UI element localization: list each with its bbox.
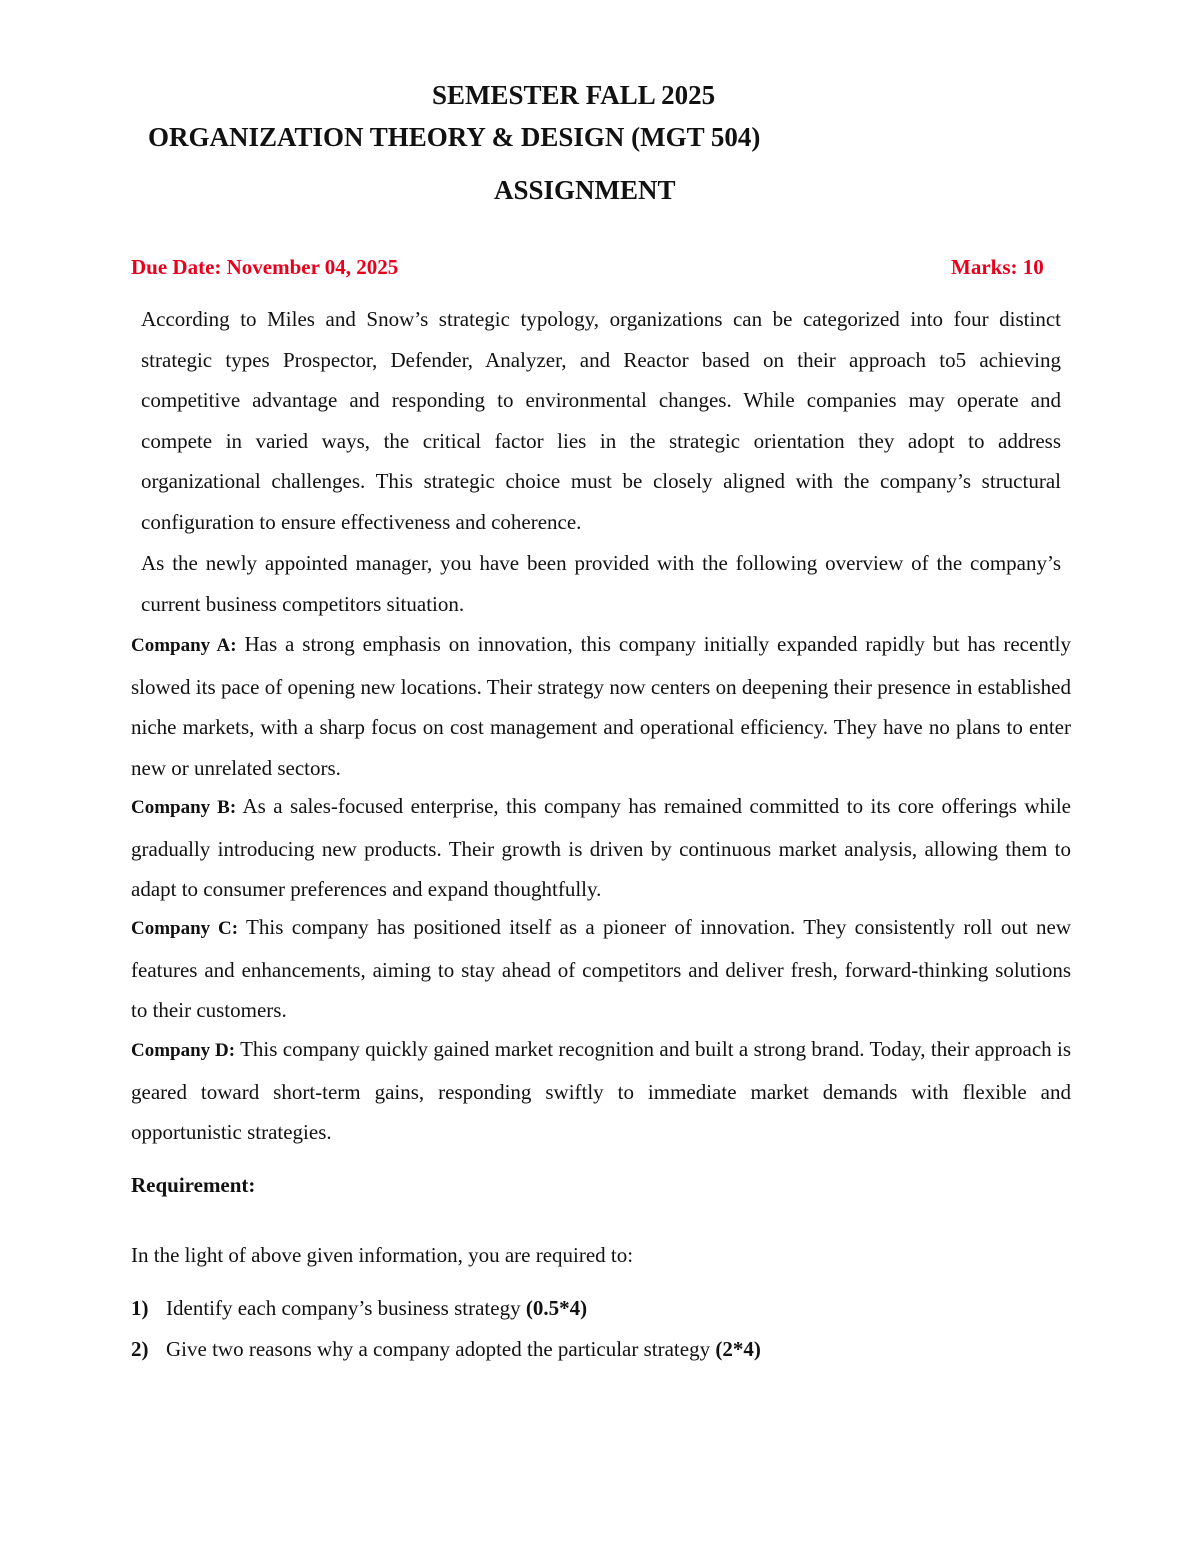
requirement-item xyxy=(131,1339,761,1360)
company-b-text: As a sales-focused enterprise, this company has remained committed to its core offerings while gradually introducing new products. Their growth is driven by continuous market analysis, allowing them to adapt to consumer preferences and expand thoughtfully. xyxy=(131,794,1071,902)
company-d-text: This company quickly gained market recognition and built a strong brand. Today, their approach is geared toward short-term gains, responding swiftly to immediate market demands with flexible and opportunistic strategies. xyxy=(131,1037,1072,1145)
company-a-label: Company A: xyxy=(131,635,237,656)
company-c-text: This company has positioned itself as a pioneer of innovation. They consistently roll out new features and enhancements, aiming to stay ahead of competitors and deliver fresh, forward-thinking solutions to their customers. xyxy=(131,915,1071,1023)
requirement-number: 1) xyxy=(131,1296,149,1320)
course-title: ORGANIZATION THEORY & DESIGN (MGT 504) xyxy=(148,122,761,152)
company-b-label: Company B: xyxy=(131,797,237,818)
due-date: Due Date: November 04, 2025 xyxy=(131,255,399,279)
semester-title: SEMESTER FALL 2025 xyxy=(432,80,716,110)
requirement-heading: Requirement: xyxy=(131,1173,256,1197)
document-type-title: ASSIGNMENT xyxy=(494,175,676,205)
requirement-marks: (0.5*4) xyxy=(525,1296,588,1320)
intro-paragraph: According to Miles and Snow’s strategic typology, organizations can be categorized into four distinct strategic types Prospector, Defender, Analyzer, and Reactor based on their approach to5 achieving competitive advantage and responding to environmental changes. While companies may operate and compete in varied ways, the critical factor lies in the strategic orientation they adopt to address organizational challenges. This strategic choice must be closely aligned with the company’s structural configuration to ensure effectiveness and coherence. xyxy=(141,307,1061,534)
requirement-text: Give two reasons why a company adopted the particular strategy xyxy=(166,1337,716,1361)
company-d-label: Company D: xyxy=(131,1040,236,1061)
requirement-intro: In the light of above given information, you are required to: xyxy=(131,1243,634,1267)
context-paragraph: As the newly appointed manager, you have been provided with the following overview of the company’s current business competitors situation. xyxy=(141,551,1061,616)
requirement-text: Identify each company’s business strategy xyxy=(166,1296,526,1320)
company-c-description xyxy=(131,907,1071,1031)
company-d-description xyxy=(131,1029,1071,1153)
requirement-item xyxy=(131,1298,587,1319)
requirement-number: 2) xyxy=(131,1337,149,1361)
company-c-label: Company C: xyxy=(131,918,239,939)
company-a-text: Has a strong emphasis on innovation, this company initially expanded rapidly but has recently slowed its pace of opening new locations. Their strategy now centers on deepening their presence in established niche markets, with a sharp focus on cost management and operational efficiency. They have no plans to enter new or unrelated sectors. xyxy=(131,632,1071,780)
requirement-marks: (2*4) xyxy=(715,1337,761,1361)
company-a-description xyxy=(131,624,1071,788)
total-marks: Marks: 10 xyxy=(951,255,1044,279)
company-b-description xyxy=(131,786,1071,910)
